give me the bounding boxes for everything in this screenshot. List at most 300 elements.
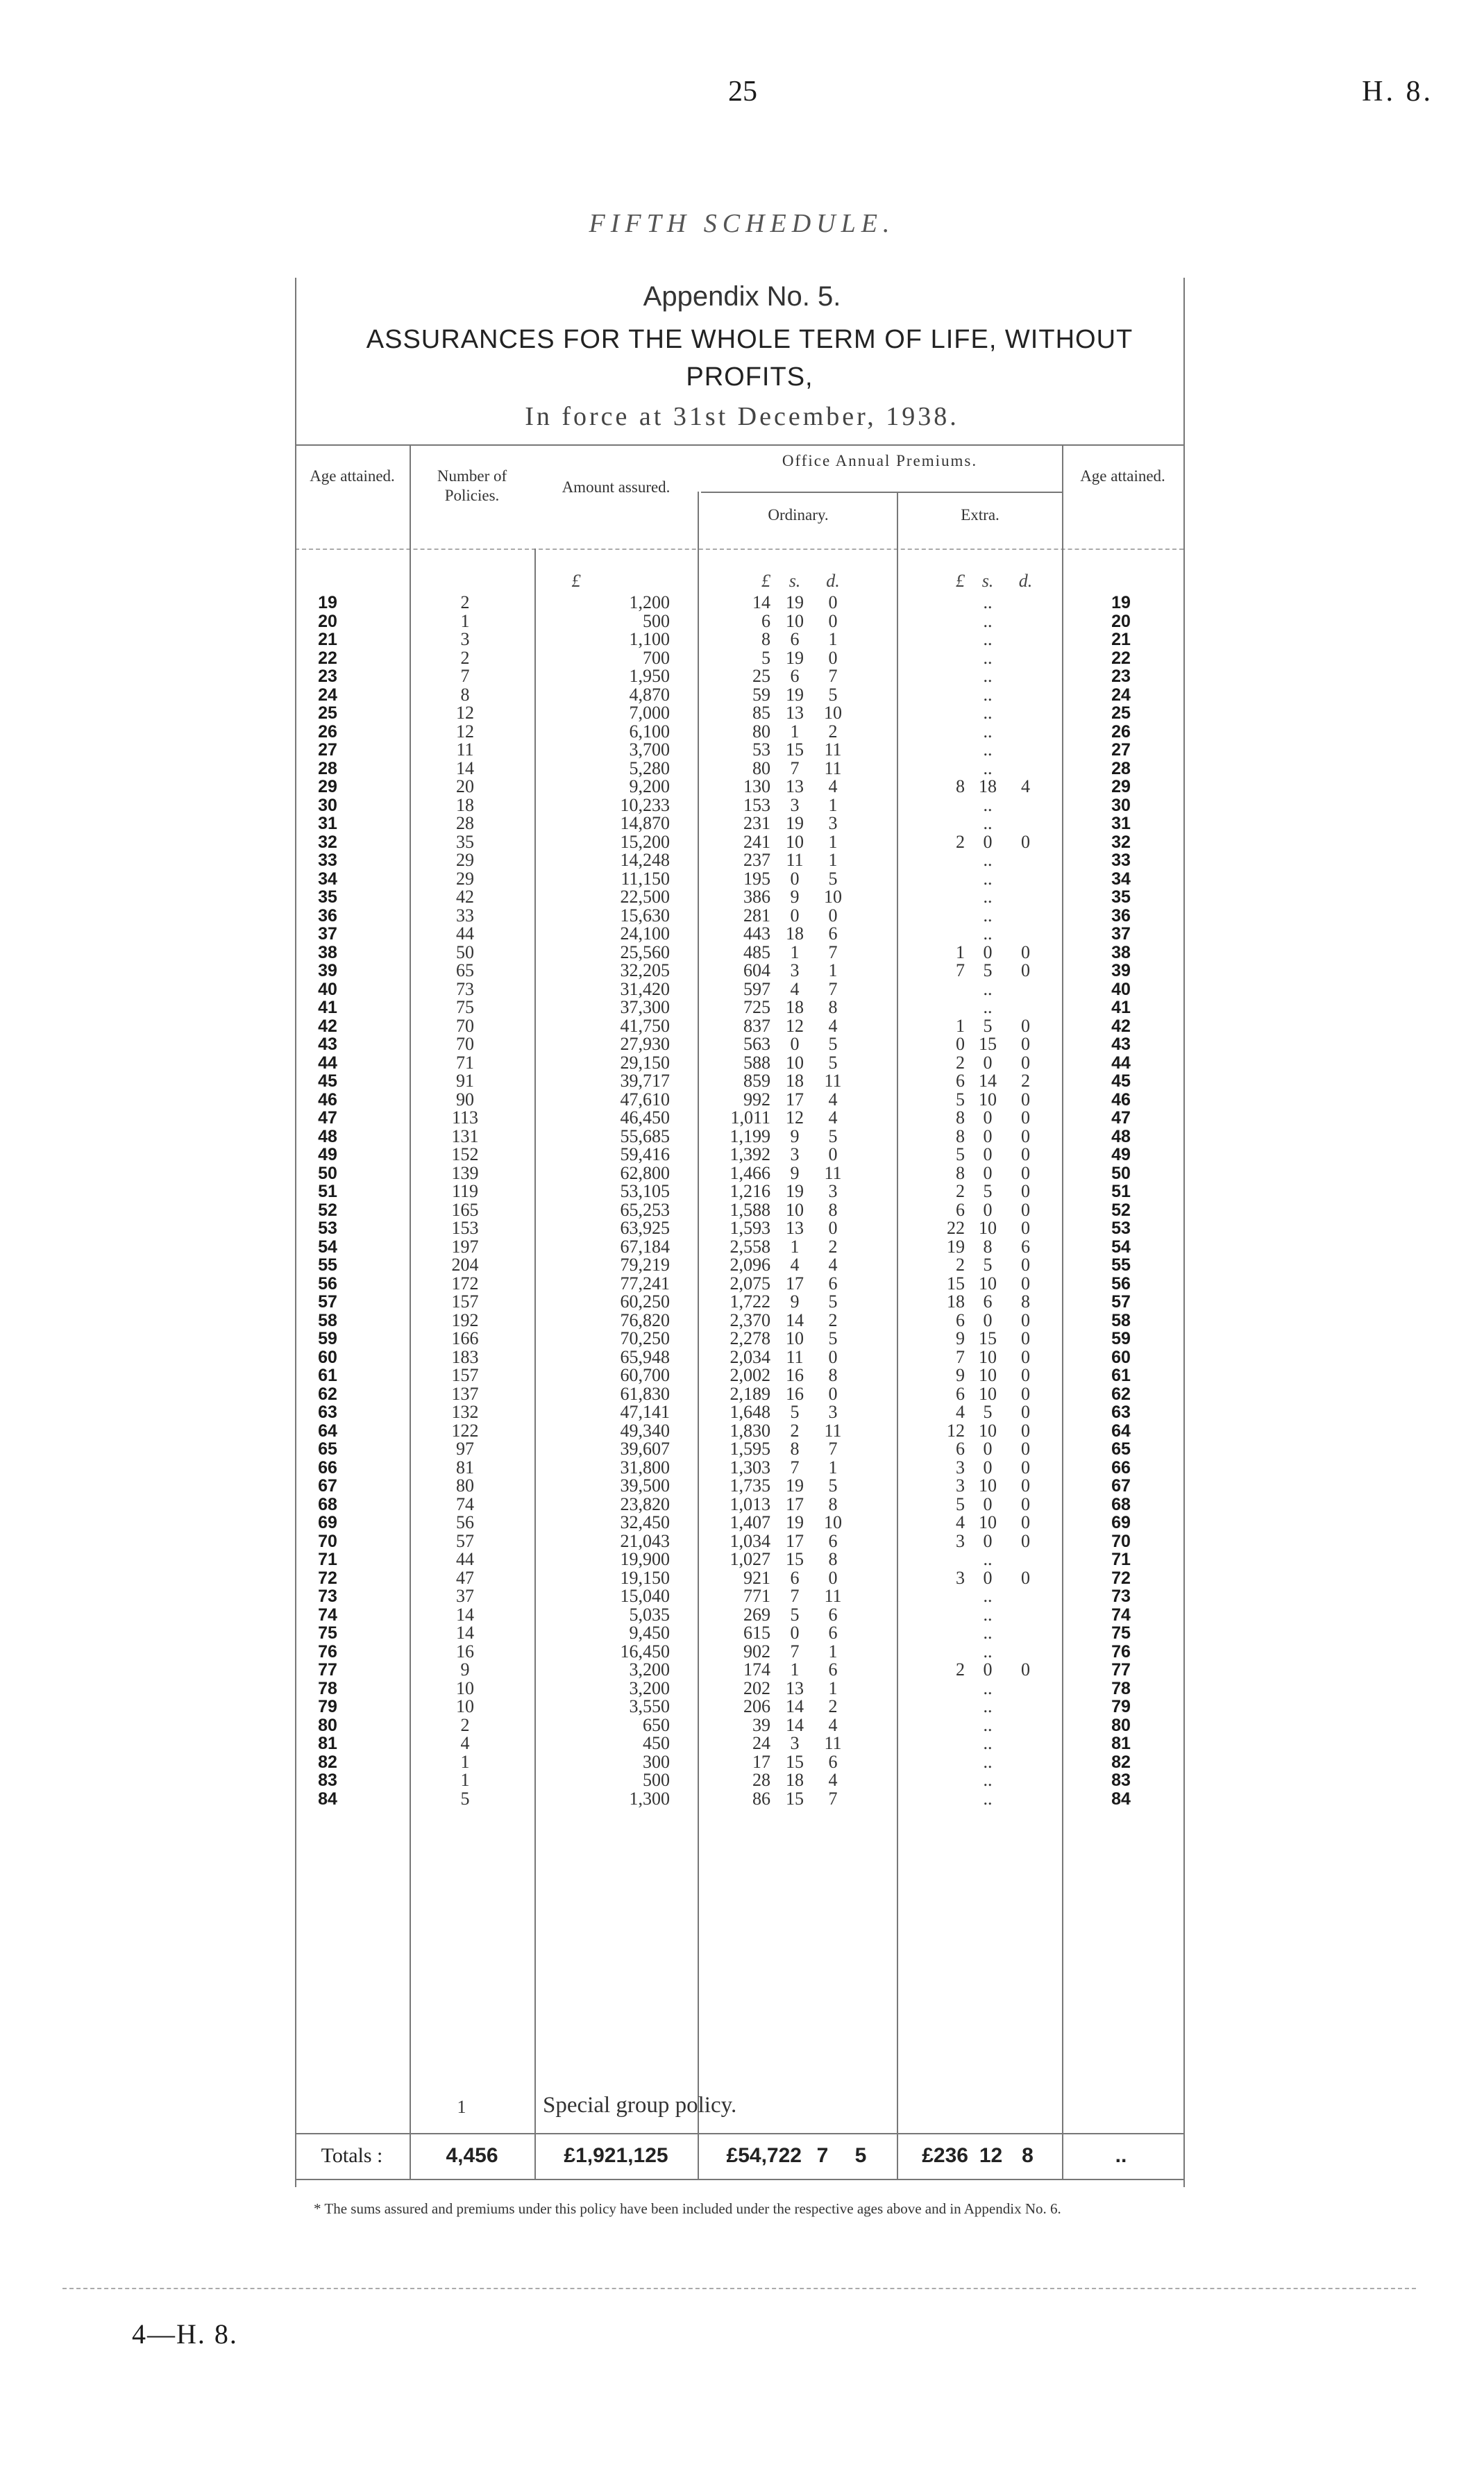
age-cell: 54 — [318, 1237, 337, 1257]
ordinary-pence-cell: 1 — [828, 850, 838, 870]
amount-cell: 67,184 — [620, 1236, 670, 1257]
ordinary-pence-cell: 2 — [828, 1310, 838, 1330]
table-row — [0, 796, 1484, 815]
age-right-cell: 21 — [1111, 630, 1131, 649]
extra-shillings-cell: .. — [983, 1714, 993, 1735]
age-right-cell: 28 — [1111, 758, 1131, 778]
extra-shillings-cell: 0 — [983, 1310, 993, 1330]
extra-shillings-cell: .. — [983, 978, 993, 999]
policies-cell: 204 — [451, 1255, 479, 1275]
ordinary-pounds-cell: 1,027 — [730, 1549, 770, 1569]
ordinary-shillings-cell: 5 — [790, 1402, 800, 1422]
ordinary-shillings-cell: 9 — [790, 1162, 800, 1183]
policies-cell: 4 — [460, 1733, 470, 1753]
age-cell: 31 — [318, 814, 337, 833]
age-right-cell: 68 — [1111, 1494, 1131, 1514]
ordinary-pence-cell: 5 — [828, 1291, 838, 1312]
table-row — [0, 1771, 1484, 1790]
extra-shillings-cell: .. — [983, 850, 993, 870]
age-cell: 61 — [318, 1366, 337, 1385]
ordinary-pence-cell: 4 — [828, 1089, 838, 1110]
age-right-cell: 39 — [1111, 961, 1131, 980]
policies-cell: 35 — [456, 831, 474, 852]
ordinary-shillings-cell: 17 — [786, 1530, 804, 1551]
table-row — [0, 630, 1484, 649]
ordinary-pounds-cell: 24 — [752, 1733, 770, 1753]
totals-policies: 4,456 — [446, 2144, 498, 2167]
ordinary-shillings-cell: 3 — [790, 1144, 800, 1164]
totals-extra-pence: 8 — [1022, 2144, 1034, 2167]
header-amount: Amount assured. — [562, 478, 671, 496]
age-cell: 39 — [318, 961, 337, 980]
ordinary-pounds-cell: 39 — [752, 1714, 770, 1735]
ordinary-pence-cell: 1 — [828, 794, 838, 815]
age-cell: 70 — [318, 1531, 337, 1551]
age-right-cell: 60 — [1111, 1347, 1131, 1367]
ordinary-pounds-cell: 8 — [761, 629, 770, 649]
age-cell: 74 — [318, 1605, 337, 1625]
age-cell: 83 — [318, 1771, 337, 1790]
extra-pounds-cell: 6 — [956, 1439, 965, 1459]
extra-pence-cell: 0 — [1021, 1015, 1030, 1036]
extra-pence-unit: d. — [1018, 571, 1033, 591]
extra-shillings-cell: 0 — [983, 1199, 993, 1220]
age-cell: 56 — [318, 1273, 337, 1294]
policies-cell: 152 — [451, 1144, 479, 1164]
ordinary-pence-cell: 8 — [828, 1199, 838, 1220]
extra-pounds-cell: 4 — [956, 1512, 965, 1532]
policies-cell: 71 — [456, 1052, 474, 1073]
page-number: 25 — [728, 76, 757, 108]
ordinary-pounds-cell: 859 — [743, 1071, 770, 1091]
policies-cell: 157 — [451, 1291, 479, 1312]
table-row — [0, 814, 1484, 833]
ordinary-shillings-cell: 10 — [786, 1328, 804, 1348]
age-right-cell: 31 — [1111, 814, 1131, 833]
amount-cell: 19,900 — [620, 1549, 670, 1569]
header-age-right: Age attained. — [1080, 467, 1165, 485]
ordinary-pounds-cell: 604 — [743, 960, 770, 980]
table-row — [0, 1293, 1484, 1312]
age-right-cell: 51 — [1111, 1182, 1131, 1201]
ordinary-pounds-cell: 1,593 — [730, 1218, 770, 1238]
extra-pounds-cell: 2 — [956, 831, 965, 852]
extra-shillings-cell: .. — [983, 1751, 993, 1772]
extra-pounds-cell: 2 — [956, 1181, 965, 1201]
table-row — [0, 1072, 1484, 1091]
amount-cell: 3,700 — [629, 739, 670, 760]
ordinary-pounds-cell: 1,407 — [730, 1512, 770, 1532]
ordinary-shillings-cell: 19 — [786, 1475, 804, 1496]
amount-cell: 27,930 — [620, 1034, 670, 1054]
ordinary-pence-cell: 2 — [828, 1696, 838, 1716]
policies-cell: 97 — [456, 1439, 474, 1459]
ordinary-shillings-cell: 10 — [786, 610, 804, 631]
age-right-cell: 65 — [1111, 1439, 1131, 1459]
amount-cell: 700 — [643, 647, 670, 668]
ordinary-pounds-cell: 1,199 — [730, 1126, 770, 1146]
age-right-cell: 80 — [1111, 1715, 1131, 1735]
policies-cell: 91 — [456, 1071, 474, 1091]
amount-cell: 500 — [643, 1770, 670, 1790]
policies-cell: 5 — [460, 1788, 470, 1809]
extra-pounds-cell: 6 — [956, 1071, 965, 1091]
table-row — [0, 1035, 1484, 1054]
extra-shillings-cell: .. — [983, 1641, 993, 1662]
age-cell: 20 — [318, 611, 337, 631]
extra-pounds-cell: 5 — [956, 1493, 965, 1514]
age-cell: 76 — [318, 1641, 337, 1662]
totals-extra-pounds: £236 — [922, 2144, 968, 2167]
ordinary-pounds-cell: 1,735 — [730, 1475, 770, 1496]
amount-cell: 55,685 — [620, 1126, 670, 1146]
policies-cell: 192 — [451, 1310, 479, 1330]
ordinary-pence-cell: 6 — [828, 923, 838, 944]
ordinary-pounds-cell: 1,303 — [730, 1457, 770, 1478]
ordinary-shillings-cell: 2 — [790, 1420, 800, 1441]
ordinary-shillings-cell: 6 — [790, 1567, 800, 1588]
extra-shillings-cell: .. — [983, 739, 993, 760]
table-row — [0, 1624, 1484, 1643]
ordinary-pounds-cell: 2,278 — [730, 1328, 770, 1348]
extra-pounds-cell: 1 — [956, 942, 965, 962]
policies-cell: 2 — [460, 1714, 470, 1735]
table-row — [0, 1790, 1484, 1809]
amount-cell: 19,150 — [620, 1567, 670, 1588]
age-cell: 43 — [318, 1035, 337, 1054]
ordinary-shillings-cell: 0 — [790, 868, 800, 889]
age-cell: 48 — [318, 1126, 337, 1146]
amount-cell: 6,100 — [629, 721, 670, 742]
age-right-cell: 43 — [1111, 1035, 1131, 1054]
extra-shillings-cell: 5 — [983, 1402, 993, 1422]
extra-shillings-cell: .. — [983, 592, 993, 612]
extra-pence-cell: 0 — [1021, 1475, 1030, 1496]
age-cell: 81 — [318, 1734, 337, 1753]
extra-pounds-cell: 0 — [956, 1034, 965, 1054]
age-cell: 72 — [318, 1568, 337, 1588]
extra-pence-cell: 0 — [1021, 1199, 1030, 1220]
extra-shillings-cell: .. — [983, 868, 993, 889]
ordinary-pounds-cell: 1,588 — [730, 1199, 770, 1220]
header-top-rule — [295, 444, 1183, 446]
table-row — [0, 1643, 1484, 1662]
table-heading-line1: ASSURANCES FOR THE WHOLE TERM OF LIFE, WITHOUT — [366, 325, 1133, 354]
ordinary-shillings-cell: 1 — [790, 942, 800, 962]
table-heading — [298, 321, 1201, 396]
age-right-cell: 38 — [1111, 942, 1131, 962]
ordinary-pounds-cell: 59 — [752, 684, 770, 705]
header-bottom-rule — [295, 549, 1183, 550]
extra-shillings-cell: 10 — [979, 1365, 997, 1385]
age-right-cell: 81 — [1111, 1734, 1131, 1753]
age-right-cell: 57 — [1111, 1292, 1131, 1312]
ordinary-pounds-cell: 281 — [743, 905, 770, 926]
age-cell: 55 — [318, 1255, 337, 1275]
age-right-cell: 77 — [1111, 1660, 1131, 1680]
ordinary-pounds-cell: 1,216 — [730, 1181, 770, 1201]
extra-shillings-cell: .. — [983, 813, 993, 833]
extra-pounds-cell: 1 — [956, 1015, 965, 1036]
age-right-cell: 32 — [1111, 832, 1131, 852]
in-force-date: In force at 31st December, 1938. — [525, 402, 959, 431]
extra-pounds-cell: 3 — [956, 1567, 965, 1588]
ordinary-shillings-cell: 8 — [790, 1439, 800, 1459]
ordinary-pounds-cell: 14 — [752, 592, 770, 612]
age-right-cell: 37 — [1111, 924, 1131, 944]
totals-label: Totals : — [321, 2144, 383, 2167]
page-bottom-rule — [62, 2288, 1416, 2289]
policies-cell: 42 — [456, 887, 474, 907]
ordinary-pence-cell: 7 — [828, 978, 838, 999]
policies-cell: 8 — [460, 684, 470, 705]
table-row — [0, 1146, 1484, 1164]
extra-shillings-cell: 10 — [979, 1346, 997, 1367]
ordinary-shilling-unit: s. — [789, 571, 801, 591]
extra-shillings-cell: 10 — [979, 1512, 997, 1532]
extra-pounds-cell: 2 — [956, 1255, 965, 1275]
ordinary-pence-cell: 7 — [828, 1439, 838, 1459]
age-right-cell: 55 — [1111, 1255, 1131, 1275]
ordinary-pence-cell: 8 — [828, 1549, 838, 1569]
special-group-policy: Special group policy. — [543, 2093, 737, 2118]
age-cell: 27 — [318, 740, 337, 760]
ordinary-pounds-cell: 80 — [752, 721, 770, 742]
extra-shillings-cell: 6 — [983, 1291, 993, 1312]
extra-pence-cell: 0 — [1021, 1126, 1030, 1146]
ordinary-shillings-cell: 0 — [790, 905, 800, 926]
table-row — [0, 925, 1484, 944]
age-right-cell: 42 — [1111, 1016, 1131, 1036]
amount-cell: 32,205 — [620, 960, 670, 980]
ordinary-shillings-cell: 16 — [786, 1365, 804, 1385]
ordinary-pence-unit: d. — [826, 571, 840, 591]
age-cell: 22 — [318, 648, 337, 668]
extra-pence-cell: 0 — [1021, 1530, 1030, 1551]
ordinary-pounds-cell: 80 — [752, 758, 770, 778]
ordinary-pounds-cell: 1,013 — [730, 1493, 770, 1514]
ordinary-pounds-cell: 597 — [743, 978, 770, 999]
extra-shillings-cell: .. — [983, 1604, 993, 1625]
ordinary-pence-cell: 10 — [824, 1512, 842, 1532]
page-reference: H. 8. — [1362, 76, 1433, 108]
extra-pounds-cell: 8 — [956, 776, 965, 796]
amount-cell: 22,500 — [620, 887, 670, 907]
policies-cell: 12 — [456, 703, 474, 723]
amount-cell: 15,630 — [620, 905, 670, 926]
ordinary-shillings-cell: 18 — [786, 1071, 804, 1091]
age-cell: 28 — [318, 758, 337, 778]
table-row — [0, 1716, 1484, 1735]
ordinary-pence-cell: 3 — [828, 1402, 838, 1422]
table-row — [0, 1275, 1484, 1294]
ordinary-shillings-cell: 9 — [790, 887, 800, 907]
amount-cell: 41,750 — [620, 1015, 670, 1036]
table-row — [0, 851, 1484, 870]
ordinary-pounds-cell: 1,722 — [730, 1291, 770, 1312]
age-right-cell: 54 — [1111, 1237, 1131, 1257]
amount-cell: 4,870 — [629, 684, 670, 705]
ordinary-pounds-cell: 1,392 — [730, 1144, 770, 1164]
ordinary-pounds-cell: 2,075 — [730, 1273, 770, 1294]
amount-cell: 1,200 — [629, 592, 670, 612]
table-heading-line2: PROFITS, — [686, 362, 813, 392]
policies-cell: 14 — [456, 1623, 474, 1643]
extra-shillings-cell: 10 — [979, 1218, 997, 1238]
ordinary-pence-cell: 0 — [828, 1346, 838, 1367]
table-row — [0, 1477, 1484, 1496]
age-cell: 34 — [318, 869, 337, 889]
schedule-title: FIFTH SCHEDULE. — [589, 209, 895, 238]
policies-cell: 57 — [456, 1530, 474, 1551]
age-right-cell: 23 — [1111, 667, 1131, 686]
extra-shillings-cell: 10 — [979, 1273, 997, 1294]
policies-cell: 137 — [451, 1383, 479, 1404]
extra-pence-cell: 6 — [1021, 1236, 1030, 1257]
age-right-cell: 75 — [1111, 1623, 1131, 1643]
age-right-cell: 26 — [1111, 721, 1131, 742]
table-row — [0, 944, 1484, 962]
ordinary-pence-cell: 11 — [824, 739, 842, 760]
amount-cell: 10,233 — [620, 794, 670, 815]
age-right-cell: 70 — [1111, 1531, 1131, 1551]
policies-cell: 131 — [451, 1126, 479, 1146]
ordinary-pence-cell: 7 — [828, 942, 838, 962]
ordinary-pence-cell: 8 — [828, 997, 838, 1017]
amount-cell: 62,800 — [620, 1162, 670, 1183]
policies-cell: 165 — [451, 1199, 479, 1220]
amount-cell: 70,250 — [620, 1328, 670, 1348]
age-cell: 51 — [318, 1182, 337, 1201]
ordinary-shillings-cell: 11 — [786, 850, 804, 870]
amount-cell: 650 — [643, 1714, 670, 1735]
ordinary-shillings-cell: 3 — [790, 794, 800, 815]
age-right-cell: 44 — [1111, 1053, 1131, 1073]
age-cell: 52 — [318, 1200, 337, 1220]
extra-pounds-cell: 6 — [956, 1199, 965, 1220]
ordinary-shillings-cell: 14 — [786, 1696, 804, 1716]
ordinary-pounds-cell: 130 — [743, 776, 770, 796]
ordinary-shillings-cell: 14 — [786, 1714, 804, 1735]
age-right-cell: 33 — [1111, 851, 1131, 870]
appendix-title: Appendix No. 5. — [643, 281, 841, 312]
ordinary-pence-cell: 7 — [828, 1788, 838, 1809]
extra-shillings-cell: .. — [983, 647, 993, 668]
amount-cell: 25,560 — [620, 942, 670, 962]
ordinary-pence-cell: 1 — [828, 1641, 838, 1662]
amount-cell: 3,200 — [629, 1659, 670, 1680]
ordinary-pence-cell: 8 — [828, 1493, 838, 1514]
amount-cell: 47,141 — [620, 1402, 670, 1422]
policies-cell: 1 — [460, 1770, 470, 1790]
table-row — [0, 1128, 1484, 1146]
table-row — [0, 1550, 1484, 1569]
header-office-premiums: Office Annual Premiums. — [782, 452, 978, 469]
ordinary-pence-cell: 11 — [824, 1420, 842, 1441]
ordinary-pounds-cell: 386 — [743, 887, 770, 907]
amount-cell: 9,450 — [629, 1623, 670, 1643]
extra-pounds-cell: 6 — [956, 1383, 965, 1404]
age-cell: 32 — [318, 832, 337, 852]
age-right-cell: 40 — [1111, 979, 1131, 999]
table-row — [0, 1330, 1484, 1348]
age-cell: 42 — [318, 1016, 337, 1036]
ordinary-pounds-cell: 195 — [743, 868, 770, 889]
age-cell: 33 — [318, 851, 337, 870]
extra-shillings-cell: .. — [983, 610, 993, 631]
totals-age: .. — [1115, 2144, 1127, 2167]
ordinary-pounds-cell: 921 — [743, 1567, 770, 1588]
age-right-cell: 73 — [1111, 1587, 1131, 1606]
extra-pence-cell: 0 — [1021, 1273, 1030, 1294]
amount-cell: 5,035 — [629, 1604, 670, 1625]
extra-shillings-cell: 8 — [983, 1236, 993, 1257]
age-right-cell: 83 — [1111, 1771, 1131, 1790]
age-right-cell: 62 — [1111, 1384, 1131, 1404]
ordinary-pounds-cell: 2,370 — [730, 1310, 770, 1330]
ordinary-pence-cell: 11 — [824, 758, 842, 778]
amount-cell: 32,450 — [620, 1512, 670, 1532]
extra-shillings-cell: .. — [983, 684, 993, 705]
age-cell: 77 — [318, 1660, 337, 1680]
age-right-cell: 63 — [1111, 1403, 1131, 1422]
extra-shillings-cell: 0 — [983, 1493, 993, 1514]
extra-shillings-cell: 10 — [979, 1420, 997, 1441]
ordinary-pence-cell: 10 — [824, 703, 842, 723]
ordinary-pence-cell: 0 — [828, 1383, 838, 1404]
extra-pounds-cell: 7 — [956, 960, 965, 980]
ordinary-shillings-cell: 10 — [786, 831, 804, 852]
age-cell: 47 — [318, 1108, 337, 1128]
extra-pence-cell: 0 — [1021, 1659, 1030, 1680]
ordinary-pounds-cell: 206 — [743, 1696, 770, 1716]
ordinary-shillings-cell: 19 — [786, 1181, 804, 1201]
amount-cell: 59,416 — [620, 1144, 670, 1164]
ordinary-pounds-cell: 2,034 — [730, 1346, 770, 1367]
age-right-cell: 69 — [1111, 1513, 1131, 1532]
extra-shillings-cell: 5 — [983, 1015, 993, 1036]
policies-cell: 9 — [460, 1659, 470, 1680]
table-row — [0, 1734, 1484, 1753]
amount-cell: 61,830 — [620, 1383, 670, 1404]
ordinary-pence-cell: 1 — [828, 629, 838, 649]
ordinary-pence-cell: 2 — [828, 1236, 838, 1257]
extra-pounds-cell: 12 — [947, 1420, 965, 1441]
age-right-cell: 48 — [1111, 1126, 1131, 1146]
ordinary-pounds-cell: 2,558 — [730, 1236, 770, 1257]
ordinary-shillings-cell: 19 — [786, 592, 804, 612]
policies-cell: 197 — [451, 1236, 479, 1257]
ordinary-shillings-cell: 6 — [790, 629, 800, 649]
table-row — [0, 594, 1484, 612]
table-row — [0, 1201, 1484, 1220]
amount-cell: 31,800 — [620, 1457, 670, 1478]
amount-cell: 24,100 — [620, 923, 670, 944]
ordinary-pounds-cell: 269 — [743, 1604, 770, 1625]
ordinary-pence-cell: 1 — [828, 1457, 838, 1478]
ordinary-shillings-cell: 13 — [786, 776, 804, 796]
ordinary-pence-cell: 5 — [828, 868, 838, 889]
extra-shillings-cell: 18 — [979, 776, 997, 796]
totals-ordinary-pence: 5 — [854, 2144, 867, 2167]
ordinary-pounds-cell: 237 — [743, 850, 770, 870]
age-right-cell: 56 — [1111, 1273, 1131, 1294]
amount-cell: 1,950 — [629, 666, 670, 686]
extra-pence-cell: 0 — [1021, 1144, 1030, 1164]
header-ordinary: Ordinary. — [768, 506, 829, 524]
extra-pence-cell: 0 — [1021, 1567, 1030, 1588]
ordinary-pounds-cell: 1,595 — [730, 1439, 770, 1459]
